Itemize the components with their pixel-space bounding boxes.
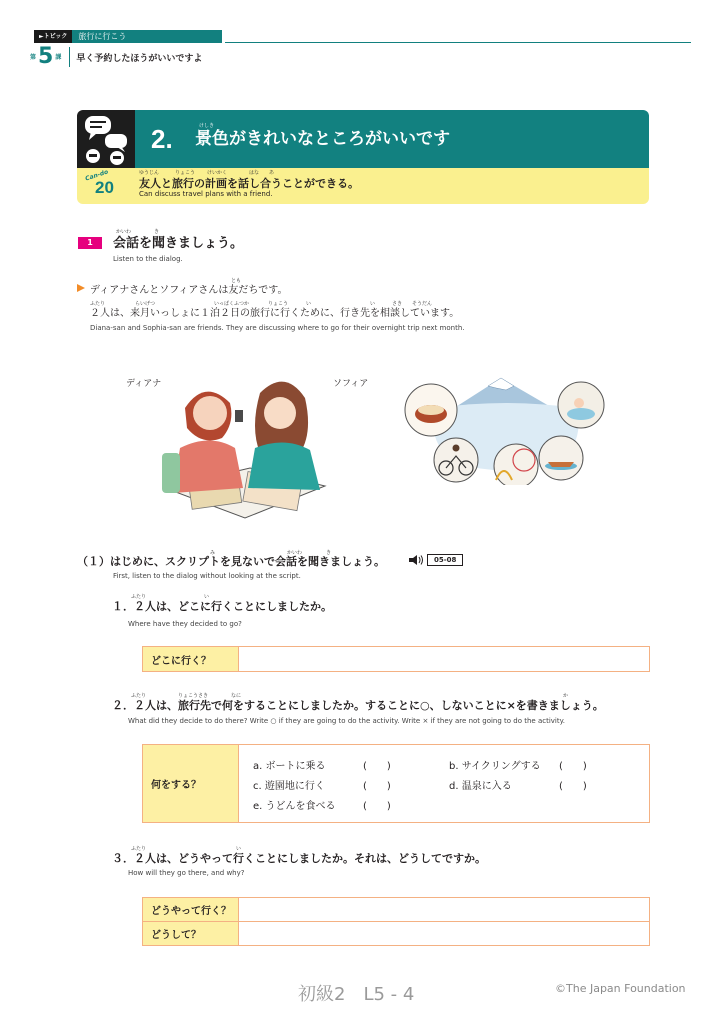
answer-field-why[interactable] [239,922,650,946]
name-label-diana: ディアナ [126,379,162,389]
question-1-english: Where have they decided to go? [128,620,242,628]
conversation-icon [77,110,135,168]
ruby-text: き [326,550,332,556]
ruby-text: けしき [199,123,215,129]
question-1: １．２人は、どこに行くことにしましたか。 [112,600,332,613]
unit-title: 景色がきれいなところがいいです [195,129,450,149]
speaker-icon [408,554,424,566]
section-badge: 1 [78,237,102,249]
ruby-text: けいかく [207,170,228,176]
ruby-text: さき [392,301,403,307]
page-number: 初級2 L5 - 4 [298,984,415,1005]
question-2: ２．２人は、旅行先で何をすることにしましたか。することに○、しないことに×を書きましょう。 [112,699,604,712]
answer-label-why: どうして？ [143,922,239,946]
intro-line-1: ディアナさんとソフィアさんは友だちです。 [90,285,288,296]
ruby-text: そうだん [412,301,433,307]
unit-number: 2. [151,124,173,154]
ruby-text: あ [269,170,275,176]
cando-statement-en: Can discuss travel plans with a friend. [139,190,273,198]
ruby-text: りょこう [175,170,196,176]
ruby-text: なに [231,693,242,699]
ruby-text: かいわ [116,229,132,235]
unit-banner [77,110,649,204]
option-a[interactable]: a. ボートに乗る ( ) [253,761,391,772]
question-main: （１）はじめに、スクリプトを見ないで会話を聞きましょう。 [77,555,385,568]
lesson-number: 5 [38,44,54,69]
answer-label-how: どうやって行く？ [143,898,239,922]
ruby-text: い [204,594,210,600]
question-3: ３．２人は、どうやって行くことにしましたか。それは、どうしてですか。 [112,852,486,865]
ruby-text: い [370,301,376,307]
ruby-text: き [154,229,160,235]
intro-line-2: ２人は、来月いっしょに１泊２日の旅行に行くために、行き先を相談しています。 [90,308,460,319]
cando-bar [77,168,649,204]
topic-bar [34,30,222,43]
section-subtitle: Listen to the dialog. [113,255,183,263]
intro-english: Diana-san and Sophia-san are friends. They are discussing where to go for their overnight trip next month. [90,324,465,332]
ruby-text: ふたり [90,301,106,307]
answer-label-what: 何をする？ [143,745,239,823]
answer-table-3 [142,897,650,946]
ruby-text: かいわ [287,550,303,556]
answer-label-where: どこに行く？ [143,647,239,672]
ruby-text: いっぱくふつか [214,301,250,307]
lesson-title: 早く予約したほうがいいですよ [76,53,203,64]
ruby-text: ふたり [131,693,147,699]
ruby-text: か [563,693,569,699]
answer-field-where[interactable] [239,647,650,672]
audio-track-number: 05-08 [427,554,463,566]
cando-statement: 友人と旅行の計画を話し合うことができる。 [139,177,359,190]
option-e[interactable]: e. うどんを食べる ( ) [253,801,391,812]
option-d[interactable]: d. 温泉に入る ( ) [449,781,587,792]
lesson-prefix: 第 [30,53,37,61]
ruby-text: らいげつ [135,301,156,307]
answer-field-how[interactable] [239,898,650,922]
topic-name: 旅行に行こう [72,30,222,43]
activity-options [239,745,650,823]
cando-number: 20 [95,178,114,197]
banner-title-bar [135,110,649,168]
bullet-arrow-icon [77,284,85,292]
option-b[interactable]: b. サイクリングする ( ) [449,761,587,772]
cando-label: Can-do [84,168,110,183]
friends-illustration [160,358,335,523]
answer-table-1 [142,646,650,672]
option-c[interactable]: c. 遊園地に行く ( ) [253,781,391,792]
lesson-suffix: 課 [55,53,62,61]
topic-divider [225,42,691,43]
copyright: ©The Japan Foundation [555,982,686,995]
question-2-english: What did they decide to do there? Write ○ if they are going to do the activity. Write × if they are not going to do the activity. [128,717,565,725]
answer-table-2 [142,744,650,823]
ruby-text: い [306,301,312,307]
ruby-text: ゆうじん [139,170,160,176]
ruby-text: りょこう [268,301,289,307]
section-title: 会話を聞きましょう。 [113,236,244,251]
ruby-text: ふたり [131,846,147,852]
ruby-text: はな [249,170,260,176]
lesson-header [30,46,202,68]
lesson-divider [69,47,70,67]
question-3-english: How will they go there, and why? [128,869,245,877]
name-label-sofia: ソフィア [333,379,369,389]
ruby-text: りょこうさき [178,693,209,699]
topic-tag: ►トピック [34,30,72,43]
ruby-text: い [236,846,242,852]
travel-destinations-illustration [396,370,606,485]
ruby-text: とも [231,278,242,284]
question-main-english: First, listen to the dialog without looking at the script. [113,572,301,580]
audio-track[interactable] [408,554,463,566]
ruby-text: ふたり [131,594,147,600]
ruby-text: み [210,550,216,556]
